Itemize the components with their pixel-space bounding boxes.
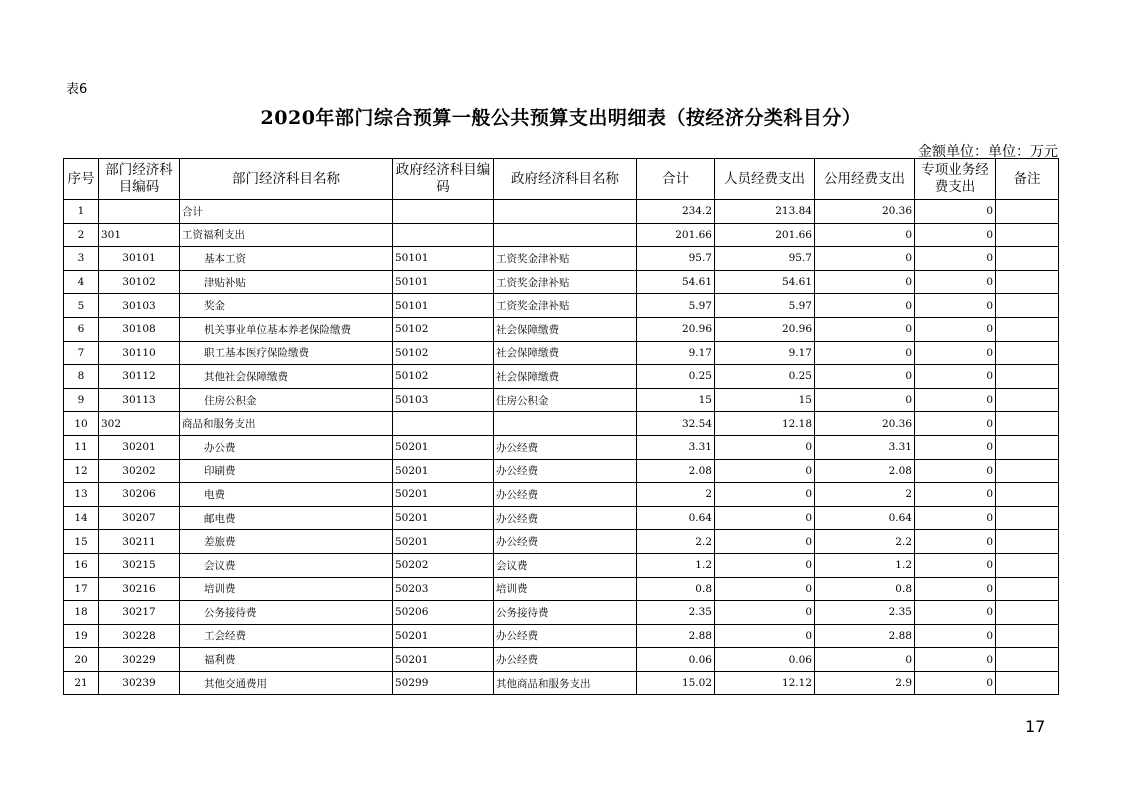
cell-total: 0.06 [637, 648, 715, 672]
cell-gov-name: 培训费 [494, 577, 637, 601]
cell-total: 2.08 [637, 459, 715, 483]
cell-gov-name: 办公经费 [494, 648, 637, 672]
cell-gov-name [494, 200, 637, 224]
table-row [64, 388, 1059, 412]
table-row [64, 553, 1059, 577]
cell-gov-name: 工资奖金津补贴 [494, 247, 637, 271]
cell-special: 0 [915, 553, 996, 577]
cell-public: 1.2 [815, 553, 915, 577]
cell-public: 0 [815, 317, 915, 341]
cell-personnel: 0 [715, 483, 815, 507]
cell-total: 0.64 [637, 506, 715, 530]
cell-dept-code [99, 200, 180, 224]
table-row [64, 483, 1059, 507]
cell-dept-name: 奖金 [180, 294, 393, 318]
cell-dept-name: 其他交通费用 [180, 671, 393, 695]
page-title: 2020年部门综合预算一般公共预算支出明细表（按经济分类科目分） [260, 107, 862, 129]
cell-note [996, 671, 1059, 695]
page-number: 17 [1025, 717, 1046, 736]
cell-note [996, 223, 1059, 247]
cell-gov-code: 50201 [393, 506, 494, 530]
cell-gov-name [494, 412, 637, 436]
cell-gov-code: 50201 [393, 648, 494, 672]
cell-personnel: 0 [715, 601, 815, 625]
cell-special: 0 [915, 601, 996, 625]
cell-public: 2.88 [815, 624, 915, 648]
cell-note [996, 317, 1059, 341]
cell-note [996, 247, 1059, 271]
cell-total: 15 [637, 388, 715, 412]
table-body [64, 200, 1059, 695]
cell-no: 19 [64, 624, 99, 648]
table-row [64, 671, 1059, 695]
cell-dept-name: 电费 [180, 483, 393, 507]
cell-total: 0.8 [637, 577, 715, 601]
cell-gov-name: 办公经费 [494, 459, 637, 483]
cell-special: 0 [915, 247, 996, 271]
table-row [64, 365, 1059, 389]
cell-personnel: 0 [715, 530, 815, 554]
cell-dept-code: 30202 [99, 459, 180, 483]
table-row [64, 530, 1059, 554]
cell-public: 0.8 [815, 577, 915, 601]
cell-no: 13 [64, 483, 99, 507]
cell-total: 15.02 [637, 671, 715, 695]
table-row [64, 577, 1059, 601]
cell-total: 32.54 [637, 412, 715, 436]
cell-gov-name: 办公经费 [494, 506, 637, 530]
cell-dept-name: 机关事业单位基本养老保险缴费 [180, 317, 393, 341]
cell-gov-code: 50201 [393, 459, 494, 483]
cell-dept-code: 30201 [99, 435, 180, 459]
cell-gov-name: 工资奖金津补贴 [494, 270, 637, 294]
cell-personnel: 0 [715, 435, 815, 459]
cell-special: 0 [915, 341, 996, 365]
cell-dept-name: 会议费 [180, 553, 393, 577]
cell-gov-name: 公务接待费 [494, 601, 637, 625]
cell-gov-name: 办公经费 [494, 624, 637, 648]
cell-dept-code: 30211 [99, 530, 180, 554]
cell-total: 95.7 [637, 247, 715, 271]
table-row [64, 435, 1059, 459]
cell-note [996, 648, 1059, 672]
cell-no: 18 [64, 601, 99, 625]
cell-note [996, 270, 1059, 294]
cell-personnel: 5.97 [715, 294, 815, 318]
cell-note [996, 506, 1059, 530]
cell-personnel: 0 [715, 459, 815, 483]
cell-total: 2 [637, 483, 715, 507]
cell-no: 21 [64, 671, 99, 695]
cell-personnel: 0 [715, 553, 815, 577]
cell-gov-name: 办公经费 [494, 483, 637, 507]
cell-personnel: 0 [715, 624, 815, 648]
cell-note [996, 577, 1059, 601]
column-header-special: 专项业务经费支出 [915, 159, 996, 200]
cell-note [996, 341, 1059, 365]
cell-dept-name: 福利费 [180, 648, 393, 672]
cell-personnel: 15 [715, 388, 815, 412]
cell-personnel: 0.06 [715, 648, 815, 672]
cell-personnel: 0 [715, 577, 815, 601]
column-header-gov-code: 政府经济科目编码 [393, 159, 494, 200]
cell-total: 1.2 [637, 553, 715, 577]
cell-dept-name: 公务接待费 [180, 601, 393, 625]
cell-dept-name: 办公费 [180, 435, 393, 459]
cell-gov-code: 50202 [393, 553, 494, 577]
cell-gov-code: 50201 [393, 483, 494, 507]
cell-personnel: 201.66 [715, 223, 815, 247]
cell-no: 9 [64, 388, 99, 412]
cell-special: 0 [915, 624, 996, 648]
cell-gov-name: 办公经费 [494, 435, 637, 459]
cell-note [996, 435, 1059, 459]
cell-total: 2.88 [637, 624, 715, 648]
cell-special: 0 [915, 483, 996, 507]
cell-no: 17 [64, 577, 99, 601]
cell-no: 11 [64, 435, 99, 459]
table-row [64, 624, 1059, 648]
cell-dept-code: 30215 [99, 553, 180, 577]
table-row [64, 459, 1059, 483]
cell-special: 0 [915, 317, 996, 341]
cell-personnel: 0.25 [715, 365, 815, 389]
cell-dept-name: 津贴补贴 [180, 270, 393, 294]
cell-special: 0 [915, 506, 996, 530]
column-header-note: 备注 [996, 159, 1059, 200]
cell-dept-code: 30229 [99, 648, 180, 672]
cell-dept-code: 30102 [99, 270, 180, 294]
cell-note [996, 459, 1059, 483]
cell-gov-code [393, 223, 494, 247]
table-row [64, 200, 1059, 224]
cell-personnel: 12.12 [715, 671, 815, 695]
cell-public: 0.64 [815, 506, 915, 530]
cell-gov-name: 社会保障缴费 [494, 365, 637, 389]
cell-no: 12 [64, 459, 99, 483]
table-row [64, 223, 1059, 247]
cell-note [996, 200, 1059, 224]
cell-public: 0 [815, 365, 915, 389]
cell-no: 20 [64, 648, 99, 672]
cell-public: 2.08 [815, 459, 915, 483]
cell-dept-code: 30239 [99, 671, 180, 695]
cell-public: 0 [815, 648, 915, 672]
cell-note [996, 624, 1059, 648]
cell-total: 201.66 [637, 223, 715, 247]
cell-personnel: 9.17 [715, 341, 815, 365]
cell-dept-code: 30206 [99, 483, 180, 507]
cell-personnel: 0 [715, 506, 815, 530]
cell-special: 0 [915, 294, 996, 318]
cell-dept-code: 30108 [99, 317, 180, 341]
cell-gov-code: 50101 [393, 270, 494, 294]
cell-public: 0 [815, 388, 915, 412]
cell-dept-name: 商品和服务支出 [180, 412, 393, 436]
cell-gov-code: 50201 [393, 530, 494, 554]
cell-gov-code: 50299 [393, 671, 494, 695]
cell-gov-code: 50101 [393, 294, 494, 318]
cell-public: 20.36 [815, 200, 915, 224]
cell-no: 8 [64, 365, 99, 389]
cell-personnel: 54.61 [715, 270, 815, 294]
cell-public: 2.35 [815, 601, 915, 625]
cell-no: 1 [64, 200, 99, 224]
cell-gov-name: 办公经费 [494, 530, 637, 554]
cell-dept-name: 职工基本医疗保险缴费 [180, 341, 393, 365]
table-row [64, 341, 1059, 365]
column-header-public: 公用经费支出 [815, 159, 915, 200]
cell-special: 0 [915, 365, 996, 389]
cell-no: 16 [64, 553, 99, 577]
column-header-no: 序号 [64, 159, 99, 200]
cell-dept-code: 30113 [99, 388, 180, 412]
cell-personnel: 20.96 [715, 317, 815, 341]
table-row [64, 247, 1059, 271]
cell-total: 9.17 [637, 341, 715, 365]
table-row [64, 317, 1059, 341]
amount-unit: 金额单位：单位：万元 [918, 144, 1058, 160]
column-header-total: 合计 [637, 159, 715, 200]
table-row [64, 294, 1059, 318]
cell-dept-name: 邮电费 [180, 506, 393, 530]
table-row [64, 412, 1059, 436]
cell-dept-code: 30110 [99, 341, 180, 365]
cell-public: 0 [815, 223, 915, 247]
cell-special: 0 [915, 648, 996, 672]
cell-no: 10 [64, 412, 99, 436]
cell-note [996, 530, 1059, 554]
cell-no: 14 [64, 506, 99, 530]
cell-gov-code [393, 200, 494, 224]
cell-gov-name: 社会保障缴费 [494, 317, 637, 341]
cell-public: 3.31 [815, 435, 915, 459]
cell-dept-name: 工资福利支出 [180, 223, 393, 247]
cell-dept-code: 301 [99, 223, 180, 247]
expenditure-table [63, 158, 1059, 695]
table-row [64, 648, 1059, 672]
cell-gov-code: 50203 [393, 577, 494, 601]
cell-no: 3 [64, 247, 99, 271]
cell-dept-code: 30101 [99, 247, 180, 271]
cell-dept-code: 30217 [99, 601, 180, 625]
cell-dept-code: 30207 [99, 506, 180, 530]
cell-special: 0 [915, 223, 996, 247]
cell-dept-name: 住房公积金 [180, 388, 393, 412]
cell-total: 2.2 [637, 530, 715, 554]
cell-total: 3.31 [637, 435, 715, 459]
cell-special: 0 [915, 459, 996, 483]
cell-dept-name: 培训费 [180, 577, 393, 601]
cell-public: 2.2 [815, 530, 915, 554]
cell-public: 0 [815, 247, 915, 271]
cell-note [996, 388, 1059, 412]
cell-special: 0 [915, 270, 996, 294]
cell-gov-code: 50206 [393, 601, 494, 625]
cell-gov-name: 会议费 [494, 553, 637, 577]
column-header-dept-name: 部门经济科目名称 [180, 159, 393, 200]
cell-public: 0 [815, 341, 915, 365]
cell-gov-code: 50102 [393, 317, 494, 341]
cell-personnel: 213.84 [715, 200, 815, 224]
cell-gov-code: 50102 [393, 365, 494, 389]
cell-note [996, 553, 1059, 577]
cell-note [996, 412, 1059, 436]
header-row [64, 159, 1059, 200]
column-header-dept-code: 部门经济科目编码 [99, 159, 180, 200]
cell-gov-code: 50201 [393, 435, 494, 459]
cell-no: 6 [64, 317, 99, 341]
cell-special: 0 [915, 412, 996, 436]
cell-public: 0 [815, 270, 915, 294]
cell-dept-name: 工会经费 [180, 624, 393, 648]
cell-no: 2 [64, 223, 99, 247]
cell-public: 2.9 [815, 671, 915, 695]
cell-personnel: 12.18 [715, 412, 815, 436]
table-row [64, 601, 1059, 625]
cell-note [996, 294, 1059, 318]
cell-gov-code: 50102 [393, 341, 494, 365]
cell-gov-name [494, 223, 637, 247]
cell-dept-code: 30228 [99, 624, 180, 648]
cell-dept-code: 30112 [99, 365, 180, 389]
cell-total: 20.96 [637, 317, 715, 341]
cell-special: 0 [915, 530, 996, 554]
cell-no: 7 [64, 341, 99, 365]
table-label: 表6 [66, 82, 88, 97]
cell-total: 5.97 [637, 294, 715, 318]
cell-total: 2.35 [637, 601, 715, 625]
table-row [64, 270, 1059, 294]
cell-gov-code: 50103 [393, 388, 494, 412]
column-header-gov-name: 政府经济科目名称 [494, 159, 637, 200]
cell-no: 4 [64, 270, 99, 294]
cell-note [996, 483, 1059, 507]
cell-gov-code: 50101 [393, 247, 494, 271]
cell-personnel: 95.7 [715, 247, 815, 271]
cell-special: 0 [915, 388, 996, 412]
cell-gov-name: 住房公积金 [494, 388, 637, 412]
cell-note [996, 365, 1059, 389]
cell-special: 0 [915, 577, 996, 601]
cell-gov-name: 工资奖金津补贴 [494, 294, 637, 318]
cell-dept-name: 其他社会保障缴费 [180, 365, 393, 389]
cell-gov-code: 50201 [393, 624, 494, 648]
cell-total: 0.25 [637, 365, 715, 389]
cell-dept-code: 30103 [99, 294, 180, 318]
cell-dept-name: 差旅费 [180, 530, 393, 554]
cell-public: 0 [815, 294, 915, 318]
cell-special: 0 [915, 671, 996, 695]
column-header-personnel: 人员经费支出 [715, 159, 815, 200]
cell-special: 0 [915, 200, 996, 224]
cell-public: 2 [815, 483, 915, 507]
cell-gov-code [393, 412, 494, 436]
cell-total: 54.61 [637, 270, 715, 294]
cell-dept-name: 印刷费 [180, 459, 393, 483]
cell-gov-name: 社会保障缴费 [494, 341, 637, 365]
cell-total: 234.2 [637, 200, 715, 224]
cell-gov-name: 其他商品和服务支出 [494, 671, 637, 695]
cell-dept-code: 30216 [99, 577, 180, 601]
cell-public: 20.36 [815, 412, 915, 436]
cell-special: 0 [915, 435, 996, 459]
table-row [64, 506, 1059, 530]
cell-dept-code: 302 [99, 412, 180, 436]
cell-no: 5 [64, 294, 99, 318]
cell-note [996, 601, 1059, 625]
cell-no: 15 [64, 530, 99, 554]
cell-dept-name: 合计 [180, 200, 393, 224]
cell-dept-name: 基本工资 [180, 247, 393, 271]
